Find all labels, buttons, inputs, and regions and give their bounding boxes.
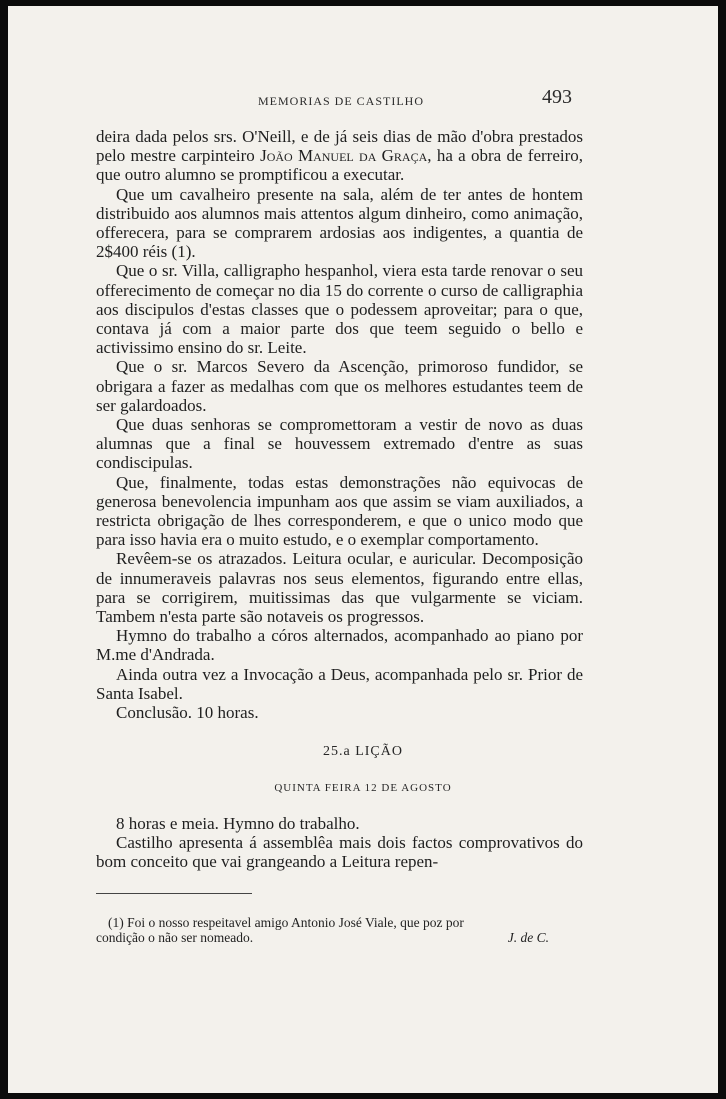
paragraph-text: , ha a obra de ferreiro, que outro alumno se promptificou a executar. <box>96 146 584 185</box>
main-text <box>96 127 583 722</box>
paragraph: 8 horas e meia. Hymno do trabalho. <box>116 814 360 833</box>
footnote-initials: J. de C. <box>507 930 549 945</box>
paragraph: Que um cavalheiro presente na sala, além de ter antes de hontem distribuido aos alumnos mais attentos algum dinheiro, como animação, offerecera, para se comprarem ardosias aos indigentes, a quantia de 2$400 réis (1). <box>96 184 583 262</box>
running-head: MEMORIAS DE CASTILHO <box>258 94 425 108</box>
paragraph: Castilho apresenta á assemblêa mais dois factos comprovativos do bom conceito que vai grangeando a Leitura repen- <box>96 833 583 872</box>
book-page <box>8 6 718 1093</box>
lesson-text <box>96 814 583 872</box>
footnote-divider <box>96 893 252 894</box>
paragraph: Revêem-se os atrazados. Leitura ocular, e auricular. Decomposição de innumeraveis palavras nos seus elementos, figurando entre ellas, para se corrigirem, muitissimas das que vulgarmente se viciam. Tambem n'esta parte são notaveis os progressos. <box>96 549 583 627</box>
paragraph: Hymno do trabalho a córos alternados, acompanhado ao piano por M.me d'Andrada. <box>96 626 583 665</box>
lesson-title: 25.a LIÇÃO <box>323 744 403 759</box>
paragraph: Ainda outra vez a Invocação a Deus, acompanhada pelo sr. Prior de Santa Isabel. <box>96 664 583 703</box>
paragraph: Conclusão. 10 horas. <box>116 703 259 723</box>
paragraph: Que, finalmente, todas estas demonstrações não equivocas de generosa benevolencia impunham aos que assim se viam auxiliados, a restricta obrigação de lhes corresponderem, e que o unico modo que para isso havia era o muito estudo, e o exemplar comportamento. <box>96 472 583 550</box>
paragraph <box>96 127 583 185</box>
paragraph-text: deira dada pelos srs. O'Neill, e de já seis dias de mão d'obra prestados pelo mestre carpinteiro <box>96 127 583 166</box>
paragraph: Que o sr. Marcos Severo da Ascenção, primoroso fundidor, se obrigara a fazer as medalhas com que os melhores estudantes teem de ser galardoados. <box>96 357 583 415</box>
paragraph: Que duas senhoras se compromettoram a vestir de novo as duas alumnas que a final se houvessem extremado d'entre as suas condiscipulas. <box>96 415 583 473</box>
lesson-date: QUINTA FEIRA 12 DE AGOSTO <box>274 782 452 794</box>
person-name: João Manuel da Graça <box>260 146 428 166</box>
footnote <box>96 915 583 945</box>
footnote-line: (1) Foi o nosso respeitavel amigo Antonio José Viale, que poz por <box>108 915 464 930</box>
page-number: 493 <box>542 86 572 108</box>
footnote-text: condição o não ser nomeado. <box>96 930 254 945</box>
paragraph: Que o sr. Villa, calligrapho hespanhol, viera esta tarde renovar o seu offerecimento de começar no dia 15 do corrente o curso de calligraphia aos discipulos d'estas classes que o podessem aproveitar; para o que, contava já com a maior parte dos que teem seguido o bello e activissimo ensino do sr. Leite. <box>96 261 583 358</box>
footnote-line <box>96 930 583 945</box>
